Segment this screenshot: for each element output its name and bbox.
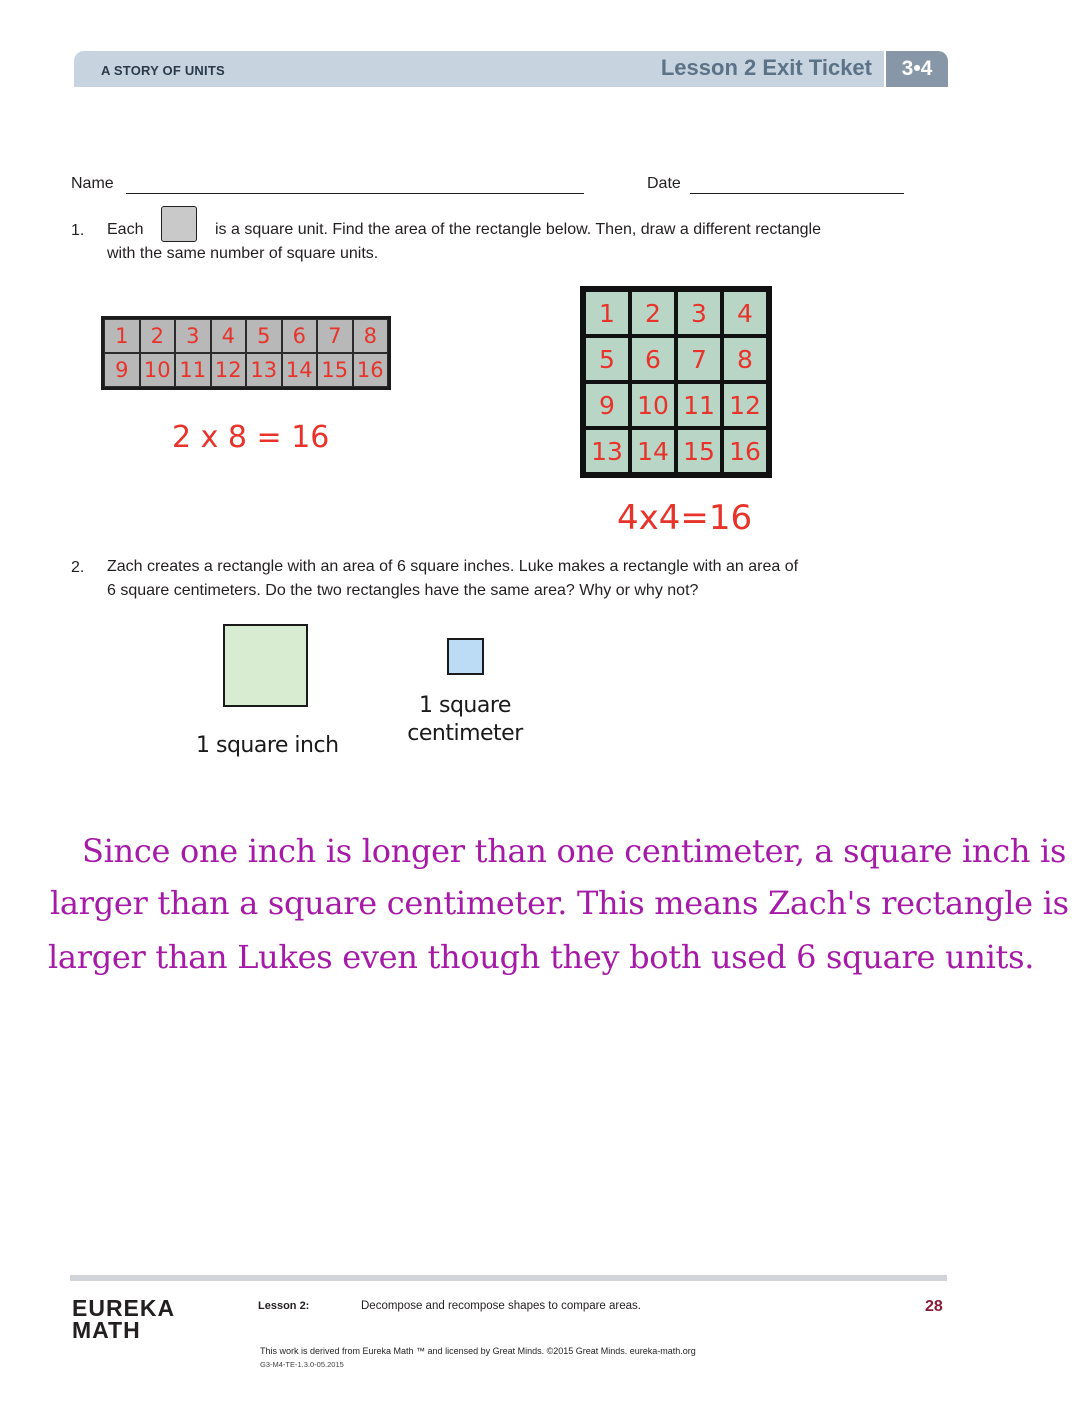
grid-2x8-cell: 12	[211, 353, 247, 387]
grid-2x8-cell: 7	[317, 319, 353, 353]
grid-4x4-cell: 13	[584, 428, 630, 474]
grade-module-badge: 3•4	[886, 51, 948, 87]
footer-lesson-label: Lesson 2:	[258, 1300, 310, 1312]
grid-2x8-cell: 2	[140, 319, 176, 353]
date-field[interactable]	[690, 192, 904, 194]
grid-4x4-cell: 1	[584, 290, 630, 336]
name-label: Name	[71, 175, 114, 192]
grid-4x4-cell: 5	[584, 336, 630, 382]
square-centimeter-label	[405, 692, 525, 748]
grid-2x8-cell: 1	[104, 319, 140, 353]
question-1-lead: Each	[107, 221, 144, 238]
rectangle-4x4-grid	[580, 286, 772, 478]
grid-2x8-cell: 14	[282, 353, 318, 387]
equation-4x4: 4x4=16	[617, 498, 753, 538]
page-number: 28	[925, 1298, 943, 1315]
question-2-number: 2.	[71, 559, 85, 576]
grid-4x4-cell: 3	[676, 290, 722, 336]
square-centimeter-label-line2: centimeter	[407, 721, 523, 746]
grid-4x4-cell: 11	[676, 382, 722, 428]
square-unit-swatch	[161, 206, 197, 242]
name-field[interactable]	[126, 192, 584, 194]
answer-line-3: larger than Lukes even though they both used 6 square units.	[48, 938, 1035, 976]
question-1-text-line2: with the same number of square units.	[107, 245, 379, 262]
square-inch-label: 1 square inch	[196, 733, 339, 758]
grid-2x8-cell: 11	[175, 353, 211, 387]
grid-2x8-cell: 13	[246, 353, 282, 387]
question-2-text-line2: 6 square centimeters. Do the two rectangles have the same area? Why or why not?	[107, 582, 699, 599]
answer-line-2: larger than a square centimeter. This means Zach's rectangle is	[50, 884, 1069, 922]
document-code: G3-M4-TE-1.3.0-05.2015	[260, 1360, 344, 1369]
lesson-title: Lesson 2 Exit Ticket	[660, 55, 872, 80]
grid-2x8-cell: 6	[282, 319, 318, 353]
license-text: This work is derived from Eureka Math ™ and licensed by Great Minds. ©2015 Great Minds. eureka-math.org	[260, 1346, 696, 1356]
grid-4x4-cell: 12	[722, 382, 768, 428]
logo-line-1: EUREKA	[72, 1295, 176, 1321]
grid-2x8-cell: 9	[104, 353, 140, 387]
square-centimeter-label-line1: 1 square	[419, 693, 511, 718]
rectangle-2x8-grid	[101, 316, 391, 390]
grid-4x4-cell: 14	[630, 428, 676, 474]
grid-4x4-cell: 6	[630, 336, 676, 382]
eureka-math-logo	[72, 1297, 175, 1341]
logo-line-2: MATH	[72, 1317, 141, 1343]
grid-4x4-cell: 4	[722, 290, 768, 336]
grid-4x4-cell: 16	[722, 428, 768, 474]
grid-2x8-cell: 5	[246, 319, 282, 353]
date-label: Date	[647, 175, 681, 192]
grid-4x4-cell: 7	[676, 336, 722, 382]
grid-2x8-cell: 3	[175, 319, 211, 353]
footer-topic: Decompose and recompose shapes to compare areas.	[361, 1300, 641, 1312]
grid-4x4-cell: 15	[676, 428, 722, 474]
grid-2x8-cell: 15	[317, 353, 353, 387]
grid-4x4-cell: 9	[584, 382, 630, 428]
footer-rule	[70, 1275, 947, 1281]
grid-4x4-cell: 8	[722, 336, 768, 382]
question-1-text-line1: is a square unit. Find the area of the rectangle below. Then, draw a different rectangle	[215, 221, 822, 238]
grid-2x8-cell: 8	[353, 319, 389, 353]
grid-2x8-cell: 10	[140, 353, 176, 387]
grid-4x4-cell: 10	[630, 382, 676, 428]
grid-2x8-cell: 16	[353, 353, 389, 387]
question-2-text-line1: Zach creates a rectangle with an area of 6 square inches. Luke makes a rectangle with an area of	[107, 558, 799, 575]
answer-line-1: Since one inch is longer than one centimeter, a square inch is	[82, 832, 1067, 870]
square-inch-shape	[223, 624, 308, 707]
grid-4x4-cell: 2	[630, 290, 676, 336]
series-title: A STORY OF UNITS	[101, 63, 225, 78]
grid-2x8-cell: 4	[211, 319, 247, 353]
square-centimeter-shape	[447, 638, 484, 675]
question-1-number: 1.	[71, 222, 85, 239]
equation-2x8: 2 x 8 = 16	[172, 420, 330, 455]
